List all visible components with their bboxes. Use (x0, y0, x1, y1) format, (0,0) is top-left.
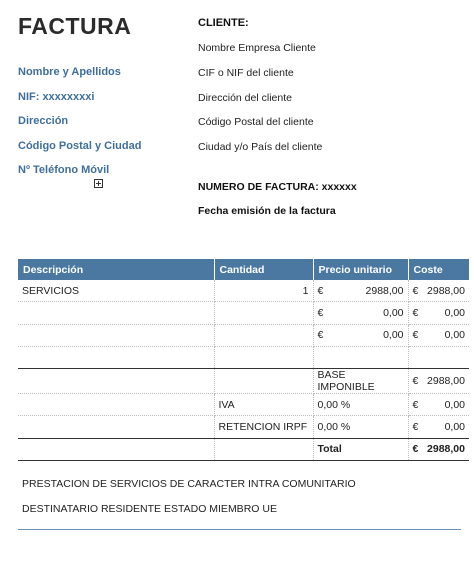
client-heading: CLIENTE: (198, 17, 249, 29)
summary-row (18, 369, 469, 394)
cost-value: 0,00 (444, 306, 465, 319)
currency-symbol: € (412, 398, 419, 411)
cell-description[interactable] (18, 302, 214, 324)
note-line-1: PRESTACION DE SERVICIOS DE CARACTER INTRA COMUNITARIO (22, 478, 356, 490)
header-cost: Coste (408, 259, 469, 280)
currency-symbol: € (317, 329, 324, 342)
cell-quantity[interactable] (214, 346, 313, 368)
price-value: 0,00 (383, 306, 404, 319)
currency-symbol: € (317, 306, 324, 319)
cell-cost[interactable] (408, 324, 469, 346)
client-address: Dirección del cliente (198, 92, 292, 104)
invoice-number: NUMERO DE FACTURA: xxxxxx (198, 181, 357, 193)
cell-description[interactable]: SERVICIOS (18, 280, 214, 302)
summary-row (18, 416, 469, 438)
summary-spacer (18, 394, 214, 416)
header-unit-price: Precio unitario (313, 259, 408, 280)
table-row (18, 280, 469, 302)
summary-spacer (18, 416, 214, 438)
cell-quantity[interactable] (214, 324, 313, 346)
currency-symbol: € (317, 284, 324, 297)
header-description: Descripción (18, 259, 214, 280)
summary-value-cell[interactable] (408, 394, 469, 416)
note-line-2: DESTINATARIO RESIDENTE ESTADO MIEMBRO UE (22, 503, 277, 515)
summary-value: 2988,00 (427, 375, 465, 388)
summary-rate[interactable]: 0,00 % (313, 416, 408, 438)
total-spacer (18, 438, 214, 460)
summary-value-cell[interactable] (408, 369, 469, 394)
table-row (18, 302, 469, 324)
table-header-row (18, 259, 469, 280)
summary-row (18, 394, 469, 416)
table-row (18, 346, 469, 368)
sender-postal-city: Código Postal y Ciudad (18, 140, 142, 152)
total-row (18, 438, 469, 460)
currency-symbol: € (412, 375, 419, 388)
summary-value: 0,00 (444, 421, 465, 434)
summary-label (214, 369, 313, 394)
currency-symbol: € (412, 443, 419, 456)
currency-symbol: € (412, 284, 419, 297)
currency-symbol: € (412, 306, 419, 319)
cell-quantity[interactable] (214, 302, 313, 324)
summary-value-cell[interactable] (408, 416, 469, 438)
cost-value: 2988,00 (427, 284, 465, 297)
summary-label: RETENCION IRPF (214, 416, 313, 438)
cell-description[interactable] (18, 324, 214, 346)
plus-icon[interactable] (94, 179, 103, 188)
cell-unit-price[interactable] (313, 302, 408, 324)
client-postal: Código Postal del cliente (198, 116, 314, 128)
cell-cost[interactable] (408, 346, 469, 368)
header-quantity: Cantidad (214, 259, 313, 280)
cell-quantity[interactable]: 1 (214, 280, 313, 302)
client-city-country: Ciudad y/o País del cliente (198, 141, 323, 153)
client-tax-id: CIF o NIF del cliente (198, 67, 294, 79)
invoice-date: Fecha emisión de la factura (198, 205, 336, 217)
summary-rate[interactable]: 0,00 % (313, 394, 408, 416)
price-value: 0,00 (383, 329, 404, 342)
table-row (18, 324, 469, 346)
total-spacer (214, 438, 313, 460)
currency-symbol: € (412, 329, 419, 342)
cost-value: 0,00 (444, 329, 465, 342)
document-title: FACTURA (18, 13, 132, 39)
client-company: Nombre Empresa Cliente (198, 42, 316, 54)
invoice-table (18, 259, 469, 461)
summary-label: IVA (214, 394, 313, 416)
cell-unit-price[interactable] (313, 324, 408, 346)
sender-name: Nombre y Apellidos (18, 66, 121, 78)
cell-description[interactable] (18, 346, 214, 368)
summary-spacer (18, 369, 214, 394)
cell-cost[interactable] (408, 280, 469, 302)
cell-cost[interactable] (408, 302, 469, 324)
cell-unit-price[interactable] (313, 280, 408, 302)
summary-value: 0,00 (444, 398, 465, 411)
price-value: 2988,00 (365, 284, 404, 297)
total-value: 2988,00 (427, 443, 465, 456)
cell-unit-price[interactable] (313, 346, 408, 368)
sender-nif: NIF: xxxxxxxxi (18, 91, 95, 103)
sender-address: Dirección (18, 115, 69, 127)
total-value-cell (408, 438, 469, 460)
summary-label: BASE IMPONIBLE (313, 369, 408, 394)
sender-phone: Nº Teléfono Móvil (18, 164, 110, 176)
total-label: Total (313, 438, 408, 460)
currency-symbol: € (412, 421, 419, 434)
bottom-divider (18, 529, 461, 530)
